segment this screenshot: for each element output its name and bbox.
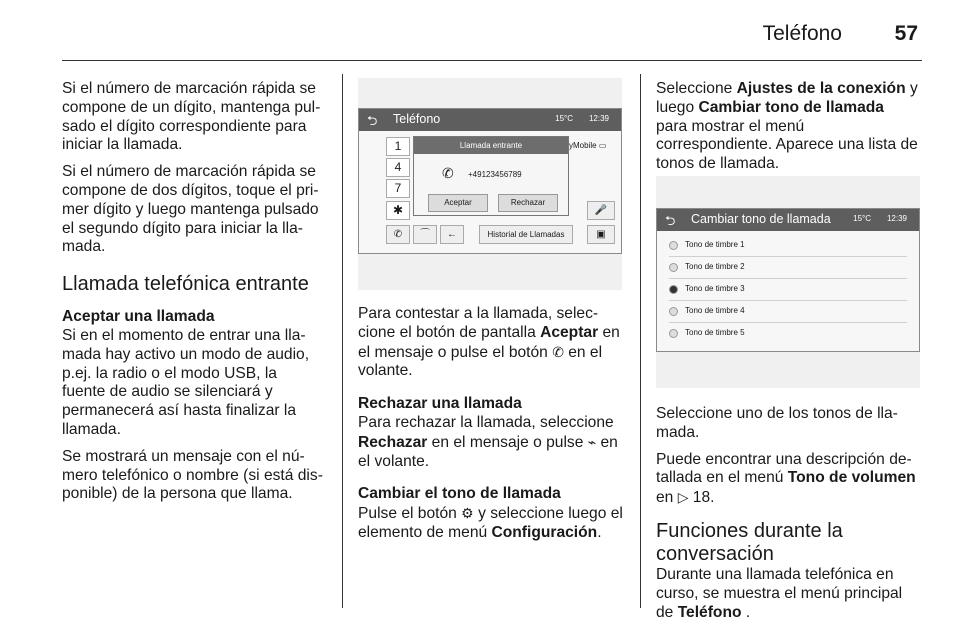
clock: 12:39 [588, 114, 609, 123]
screen-title: Teléfono [393, 112, 441, 126]
answer-call-icon[interactable]: ✆ [386, 225, 410, 244]
radio-icon [669, 329, 678, 338]
temperature: 15°C [555, 114, 573, 123]
screen-title: Cambiar tono de llamada [691, 212, 831, 226]
end-call-icon[interactable]: ⌒ [413, 225, 437, 244]
battery-icon: ▭ [598, 141, 607, 150]
column-divider-1 [342, 74, 343, 608]
back-arrow-icon[interactable]: ⮌ [665, 213, 676, 228]
page-header [0, 18, 960, 48]
paragraph: Seleccione Ajustes de la conexión y luego Cambiar tono de llamada para mostrar el menú correspondiente. Aparece una lista de tonos de llamada. [656, 80, 918, 173]
page-number: 57 [894, 22, 918, 45]
paragraph: Si en el momento de entrar una llamada hay activo un modo de audio, p.ej. la radio o el modo USB, la fuente de audio se silenciará y permanecerá así hasta finalizar la llamada. [62, 326, 310, 438]
ui-term: Cambiar tono de llamada [698, 98, 884, 116]
reject-button[interactable]: Rechazar [498, 194, 558, 212]
subheading: Cambiar el tono de llamada [358, 485, 561, 503]
paragraph: Se mostrará un mensaje con el número telefónico o nombre (si está disponible) de la persona que llama. [62, 447, 323, 503]
dial-key[interactable]: 1 [386, 137, 410, 156]
radio-icon [669, 241, 678, 250]
caller-number: +49123456789 [468, 170, 522, 179]
popup-title: Llamada entrante [414, 137, 568, 154]
dial-key[interactable]: ✱ [386, 201, 410, 220]
paragraph: Puede encontrar una descripción detallada en el menú Tono de volumen en ▷ 18. [656, 450, 916, 507]
device-name: yMobile [569, 141, 597, 150]
backspace-icon[interactable]: ← [440, 225, 464, 244]
column-divider-2 [640, 74, 641, 608]
radio-icon [669, 263, 678, 272]
radio-icon [669, 307, 678, 316]
ui-term: Tono de volumen [787, 469, 916, 487]
incoming-call-popup [413, 136, 569, 216]
settings-icon: ⚙ [461, 505, 474, 522]
answer-call-icon: ✆ [552, 343, 564, 360]
column-3-bottom [656, 405, 918, 630]
column-2 [358, 305, 626, 551]
column-1 [62, 80, 324, 512]
section-heading: Llamada telefónica entrante [62, 273, 309, 296]
call-history-button[interactable]: Historial de Llamadas [479, 225, 573, 244]
screen-title-bar [359, 109, 621, 131]
ringtone-option[interactable]: Tono de timbre 2 [669, 257, 907, 279]
ui-term: Ajustes de la conexión [736, 80, 906, 97]
ui-term: Configuración [491, 523, 598, 541]
column-3-top [656, 80, 918, 182]
paragraph: Si el número de marcación rápida se compone de dos dígitos, toque el primer dígito y luego mantenga pulsado el segundo dígito para iniciar la llamada. [62, 163, 319, 256]
dial-key[interactable]: 7 [386, 179, 410, 198]
paragraph: Pulse el botón ⚙ y seleccione luego el elemento de menú Configuración. [358, 505, 623, 541]
header-rule [62, 60, 922, 61]
ui-term: Aceptar [540, 323, 599, 341]
paragraph: Si el número de marcación rápida se compone de un dígito, mantenga pulsado el dígito correspondiente para iniciar la llamada. [62, 80, 321, 154]
ringtone-screen [656, 208, 920, 352]
dial-key[interactable]: 4 [386, 158, 410, 177]
clock: 12:39 [886, 214, 907, 223]
ringtone-option[interactable]: Tono de timbre 3 [669, 279, 907, 301]
screen-title-bar [657, 209, 919, 231]
temperature: 15°C [853, 214, 871, 223]
paragraph: Durante una llamada telefónica en curso, se muestra el menú principal de Teléfono . [656, 565, 903, 621]
paragraph: Para contestar a la llamada, seleccione el botón de pantalla Aceptar en el mensaje o pulse el botón ✆ en el volante. [358, 305, 620, 380]
radio-selected-icon [669, 285, 678, 294]
mute-mic-icon[interactable]: 🎤 [587, 201, 615, 220]
section-heading: Funciones durante la conversación [656, 519, 843, 565]
subheading: Rechazar una llamada [358, 395, 522, 413]
ringtone-option[interactable]: Tono de timbre 5 [669, 323, 907, 344]
back-arrow-icon[interactable]: ⮌ [367, 113, 378, 128]
incoming-call-screen [358, 108, 622, 254]
paragraph: Para rechazar la llamada, seleccione Rechazar en el mensaje o pulse ⌁ en el volante. [358, 413, 618, 470]
page-ref-icon: ▷ [677, 489, 689, 506]
phone-settings-icon[interactable]: ▣ [587, 225, 615, 244]
end-call-icon: ⌁ [587, 433, 597, 450]
paragraph: Seleccione uno de los tonos de llamada. [656, 405, 898, 441]
accept-button[interactable]: Aceptar [428, 194, 488, 212]
running-title: Teléfono [762, 22, 842, 45]
subheading: Aceptar una llamada [62, 308, 215, 326]
ui-term: Rechazar [358, 433, 428, 451]
phone-icon: ✆ [442, 165, 454, 181]
ui-term: Teléfono [677, 603, 742, 621]
ringtone-option[interactable]: Tono de timbre 1 [669, 235, 907, 257]
figure-ringtone-menu [656, 176, 920, 388]
figure-incoming-call [358, 78, 622, 290]
ringtone-option[interactable]: Tono de timbre 4 [669, 301, 907, 323]
